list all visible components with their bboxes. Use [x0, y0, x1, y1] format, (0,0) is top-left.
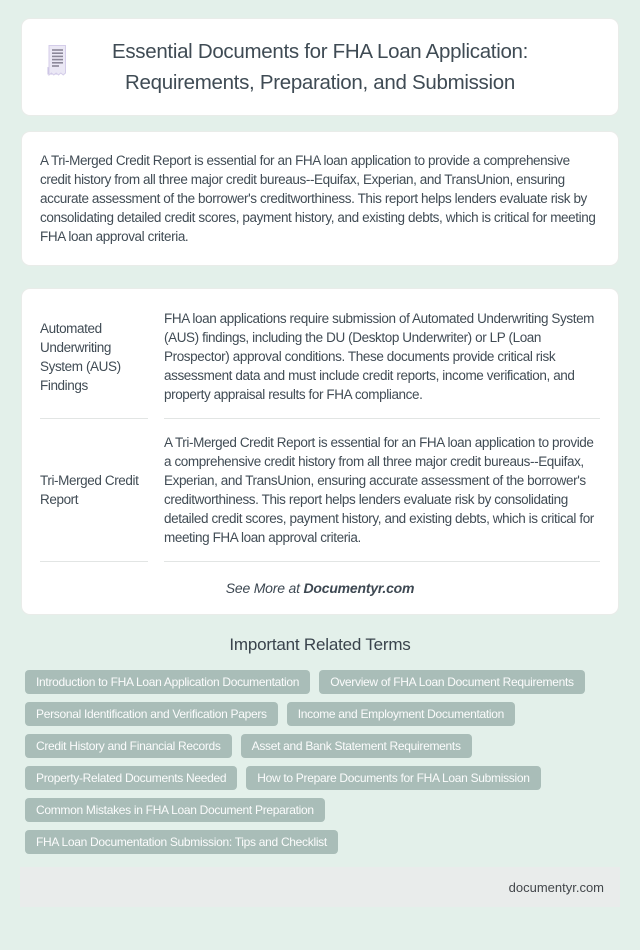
term-cell [40, 295, 148, 419]
related-term-tag[interactable]: Personal Identification and Verification Papers [25, 702, 278, 726]
term-label: Automated Underwriting System (AUS) Findings [40, 320, 121, 393]
related-term-tag[interactable]: Introduction to FHA Loan Application Documentation [25, 670, 310, 694]
tag-row [25, 670, 615, 694]
related-term-tag[interactable]: Income and Employment Documentation [287, 702, 515, 726]
page-title-line2: Requirements, Preparation, and Submission [125, 71, 515, 94]
definition-cell [164, 419, 600, 562]
definition-text: FHA loan applications require submission of Automated Underwriting System (AUS) findings, including the DU (Desktop Underwriter) or LP (Loan Prospector) approval conditions. These documents provide critical risk assessment data and must include credit reports, income verification, and property appraisal results for FHA compliance. [164, 311, 595, 402]
tag-row [25, 766, 615, 790]
tag-row [25, 830, 615, 854]
related-term-tag[interactable]: Common Mistakes in FHA Loan Document Preparation [25, 798, 325, 822]
title-card [21, 18, 619, 116]
definition-text: A Tri-Merged Credit Report is essential for an FHA loan application to provide a comprehensive credit history from all three major credit bureaus--Equifax, Experian, and TransUnion, ensuring accurate assessment of the borrower's creditworthiness. This report helps lenders evaluate risk by consolidating detailed credit scores, payment history, and existing debts, which is critical for meeting FHA loan approval criteria. [164, 435, 594, 545]
tag-row [25, 702, 615, 726]
term-cell [40, 419, 148, 562]
related-term-tag[interactable]: Asset and Bank Statement Requirements [241, 734, 472, 758]
summary-text: A Tri-Merged Credit Report is essential for an FHA loan application to provide a comprehensive credit history from all three major credit bureaus--Equifax, Experian, and TransUnion, ensuring accurate assessment of the borrower's creditworthiness. This report helps lenders evaluate risk by consolidating detailed credit scores, payment history, and existing debts, which is critical for meeting FHA loan approval criteria. [40, 153, 596, 244]
related-terms-heading: Important Related Terms [229, 635, 411, 654]
definition-cell [164, 295, 600, 419]
footer-site-text: documentyr.com [508, 879, 604, 895]
related-term-tag[interactable]: Credit History and Financial Records [25, 734, 232, 758]
footer-bar [20, 867, 620, 907]
see-more-line [40, 562, 600, 596]
related-term-tag[interactable]: FHA Loan Documentation Submission: Tips and Checklist [25, 830, 338, 854]
receipt-icon [45, 45, 68, 77]
related-term-tag[interactable]: Property-Related Documents Needed [25, 766, 237, 790]
related-term-tag[interactable]: How to Prepare Documents for FHA Loan Submission [246, 766, 540, 790]
page-title [54, 36, 586, 98]
term-label: Tri-Merged Credit Report [40, 473, 139, 507]
see-more-site-link[interactable]: Documentyr.com [303, 580, 415, 596]
documents-table-card [21, 288, 619, 615]
page-title-line1: Essential Documents for FHA Loan Application: [111, 40, 529, 63]
see-more-prefix: See More at [225, 580, 304, 596]
tag-row [25, 798, 615, 822]
related-term-tag[interactable]: Overview of FHA Loan Document Requirements [319, 670, 585, 694]
summary-card [21, 131, 619, 266]
documents-table [40, 295, 600, 562]
tag-row [25, 734, 615, 758]
related-terms-list [21, 670, 619, 854]
